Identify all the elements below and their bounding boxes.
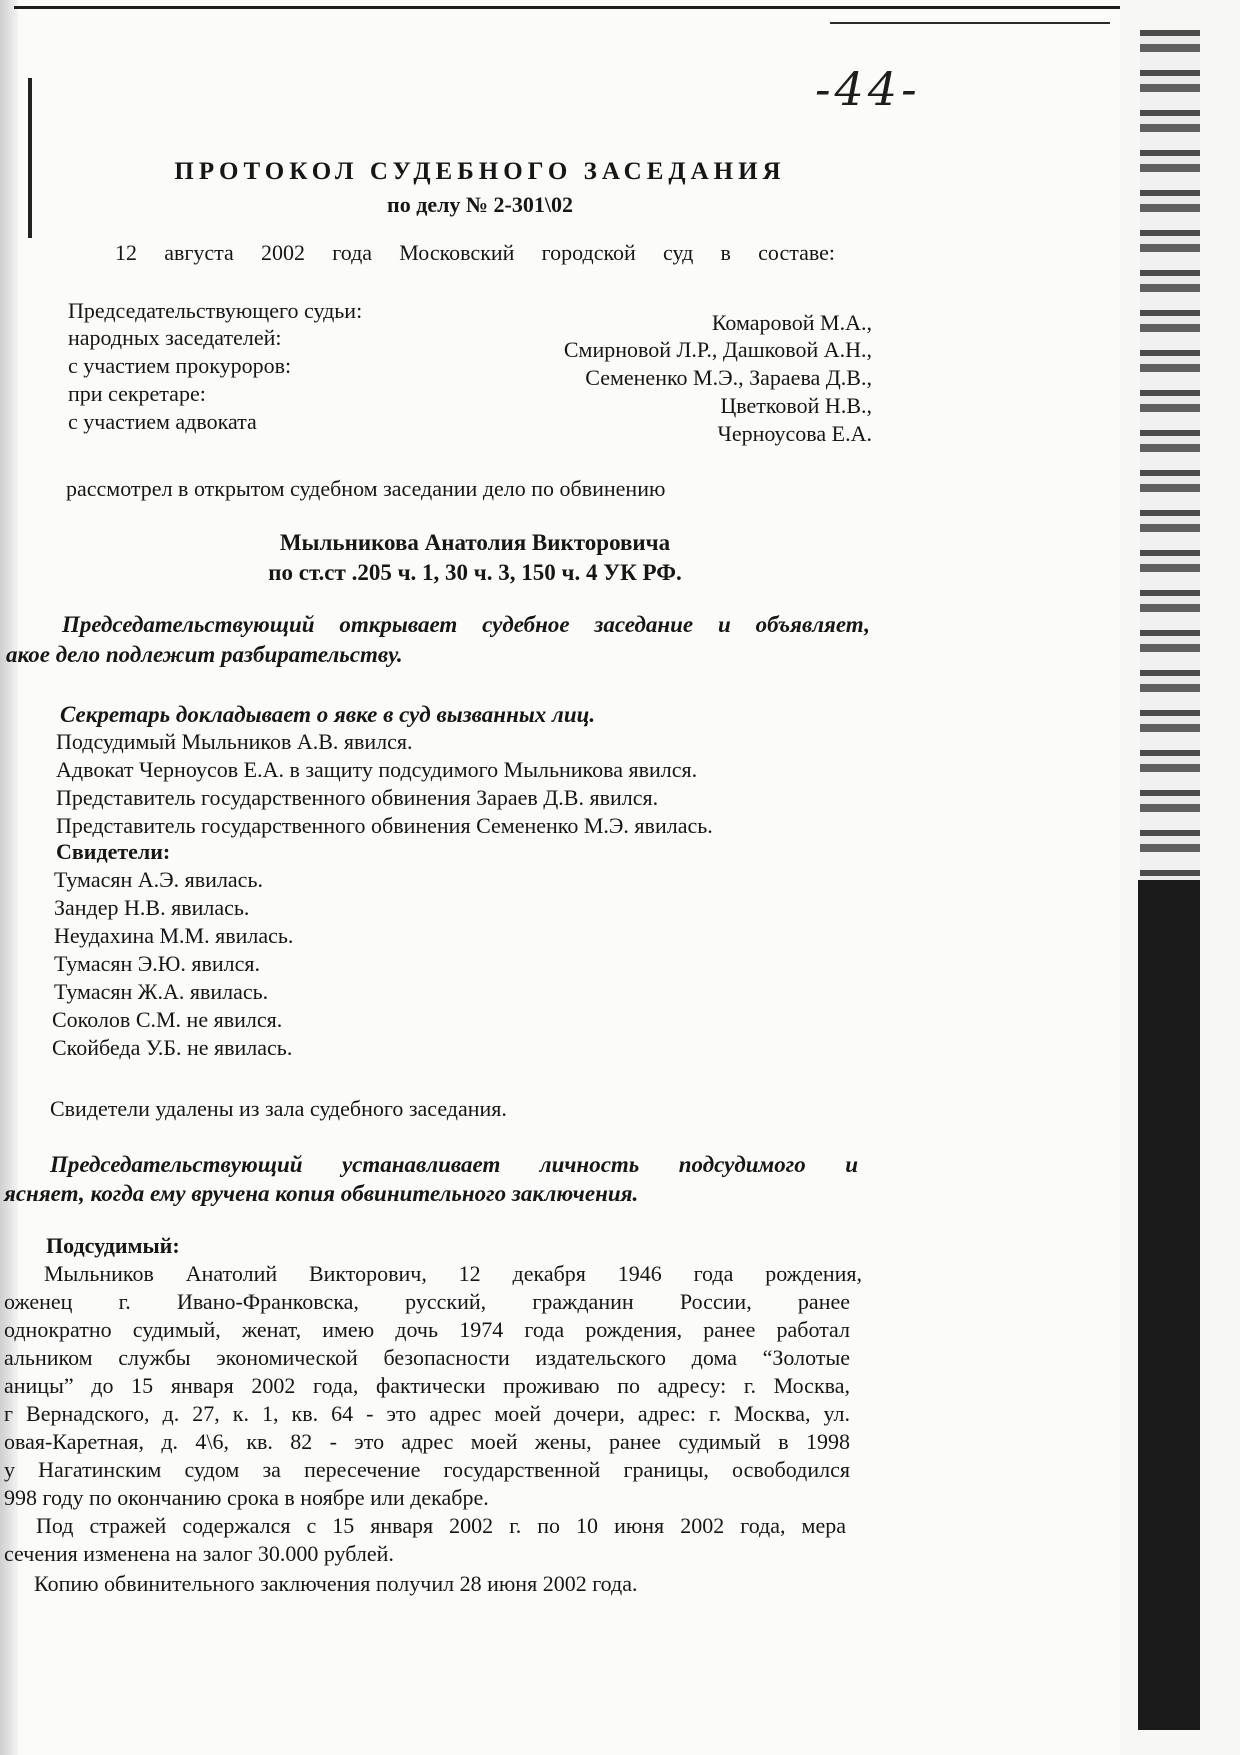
witnesses-removed: Свидетели удалены из зала судебного заседания. — [50, 1096, 507, 1121]
statement-line: 998 году по окончанию срока в ноябре или декабре. — [4, 1485, 489, 1510]
considered-line: рассмотрел в открытом судебном заседании дело по обвинению — [66, 476, 666, 501]
composition-role: народных заседателей: — [68, 325, 282, 350]
attendance-line: Подсудимый Мыльников А.В. явился. — [56, 729, 413, 754]
composition-name: Черноусова Е.А. — [717, 421, 872, 446]
composition-name: Смирновой Л.Р., Дашковой А.Н., — [563, 337, 872, 362]
attendance-line: Представитель государственного обвинения Семененко М.Э. явилась. — [56, 813, 713, 838]
defendant-articles: по ст.ст .205 ч. 1, 30 ч. 3, 150 ч. 4 УК РФ. — [268, 560, 682, 585]
statement-line: г Вернадского, д. 27, к. 1, кв. 64 - это адрес моей дочери, адрес: г. Москва, ул. — [4, 1401, 850, 1426]
document-title: ПРОТОКОЛ СУДЕБНОГО ЗАСЕДАНИЯ — [174, 158, 786, 185]
opening-line: акое дело подлежит разбирательству. — [6, 642, 403, 667]
composition-name: Цветковой Н.В., — [720, 393, 872, 418]
scan-left-mark — [28, 78, 32, 238]
scan-top-line-short — [830, 22, 1110, 24]
statement-line: аницы” до 15 января 2002 года, фактически проживаю по адресу: г. Москва, — [4, 1373, 850, 1398]
composition-name: Семененко М.Э., Зараева Д.В., — [585, 365, 872, 390]
witness-line: Тумасян Ж.А. явилась. — [54, 979, 269, 1004]
page-number: -44- — [815, 62, 921, 116]
attendance-line: Представитель государственного обвинения Зараев Д.В. явился. — [56, 785, 659, 810]
binder-dark-strip — [1138, 880, 1200, 1730]
statement-line: сечения изменена на залог 30.000 рублей. — [4, 1541, 394, 1566]
statement-line: оженец г. Ивано-Франковска, русский, гражданин России, ранее — [4, 1289, 850, 1314]
witness-line: Неудахина М.М. явилась. — [54, 923, 294, 948]
identity-line: Председательствующий устанавливает личность подсудимого и — [50, 1152, 858, 1177]
composition-role: с участием прокуроров: — [68, 353, 292, 378]
scan-top-line — [14, 6, 1134, 9]
statement-line: Копию обвинительного заключения получил 28 июня 2002 года. — [34, 1571, 638, 1596]
statement-line: Под стражей содержался с 15 января 2002 г. по 10 июня 2002 года, мера — [36, 1513, 846, 1538]
witness-line: Соколов С.М. не явился. — [52, 1007, 283, 1032]
witness-line: Тумасян Э.Ю. явился. — [54, 951, 261, 976]
opening-line: Председательствующий открывает судебное заседание и объявляет, — [62, 612, 870, 637]
composition-role: с участием адвоката — [68, 409, 257, 434]
statement-line: однократно судимый, женат, имею дочь 1974 года рождения, ранее работал — [4, 1317, 850, 1342]
statement-line: у Нагатинским судом за пересечение государственной границы, освободился — [4, 1457, 850, 1482]
statement-line: овая-Каретная, д. 4\6, кв. 82 - это адрес моей жены, ранее судимый в 1998 — [4, 1429, 850, 1454]
statement-line: альником службы экономической безопасности издательского дома “Золотые — [4, 1345, 850, 1370]
witnesses-heading: Свидетели: — [56, 839, 171, 864]
defendant-name: Мыльникова Анатолия Викторовича — [279, 530, 671, 555]
defendant-statement-heading: Подсудимый: — [46, 1233, 180, 1258]
statement-line: Мыльников Анатолий Викторович, 12 декабря 1946 года рождения, — [44, 1261, 862, 1286]
composition-role: при секретаре: — [68, 381, 206, 406]
witness-line: Скойбеда У.Б. не явилась. — [52, 1035, 293, 1060]
attendance-heading: Секретарь докладывает о явке в суд вызванных лиц. — [60, 702, 596, 727]
composition-name: Комаровой М.А., — [711, 310, 872, 335]
witness-line: Тумасян А.Э. явилась. — [54, 867, 263, 892]
composition-role: Председательствующего судьи: — [68, 298, 363, 323]
case-number: по делу № 2-301\02 — [387, 192, 573, 217]
date-line: 12 августа 2002 года Московский городской суд в составе: — [115, 240, 835, 265]
attendance-line: Адвокат Черноусов Е.А. в защиту подсудимого Мыльникова явился. — [56, 757, 698, 782]
identity-line: ясняет, когда ему вручена копия обвинительного заключения. — [4, 1181, 639, 1206]
witness-line: Зандер Н.В. явилась. — [54, 895, 250, 920]
